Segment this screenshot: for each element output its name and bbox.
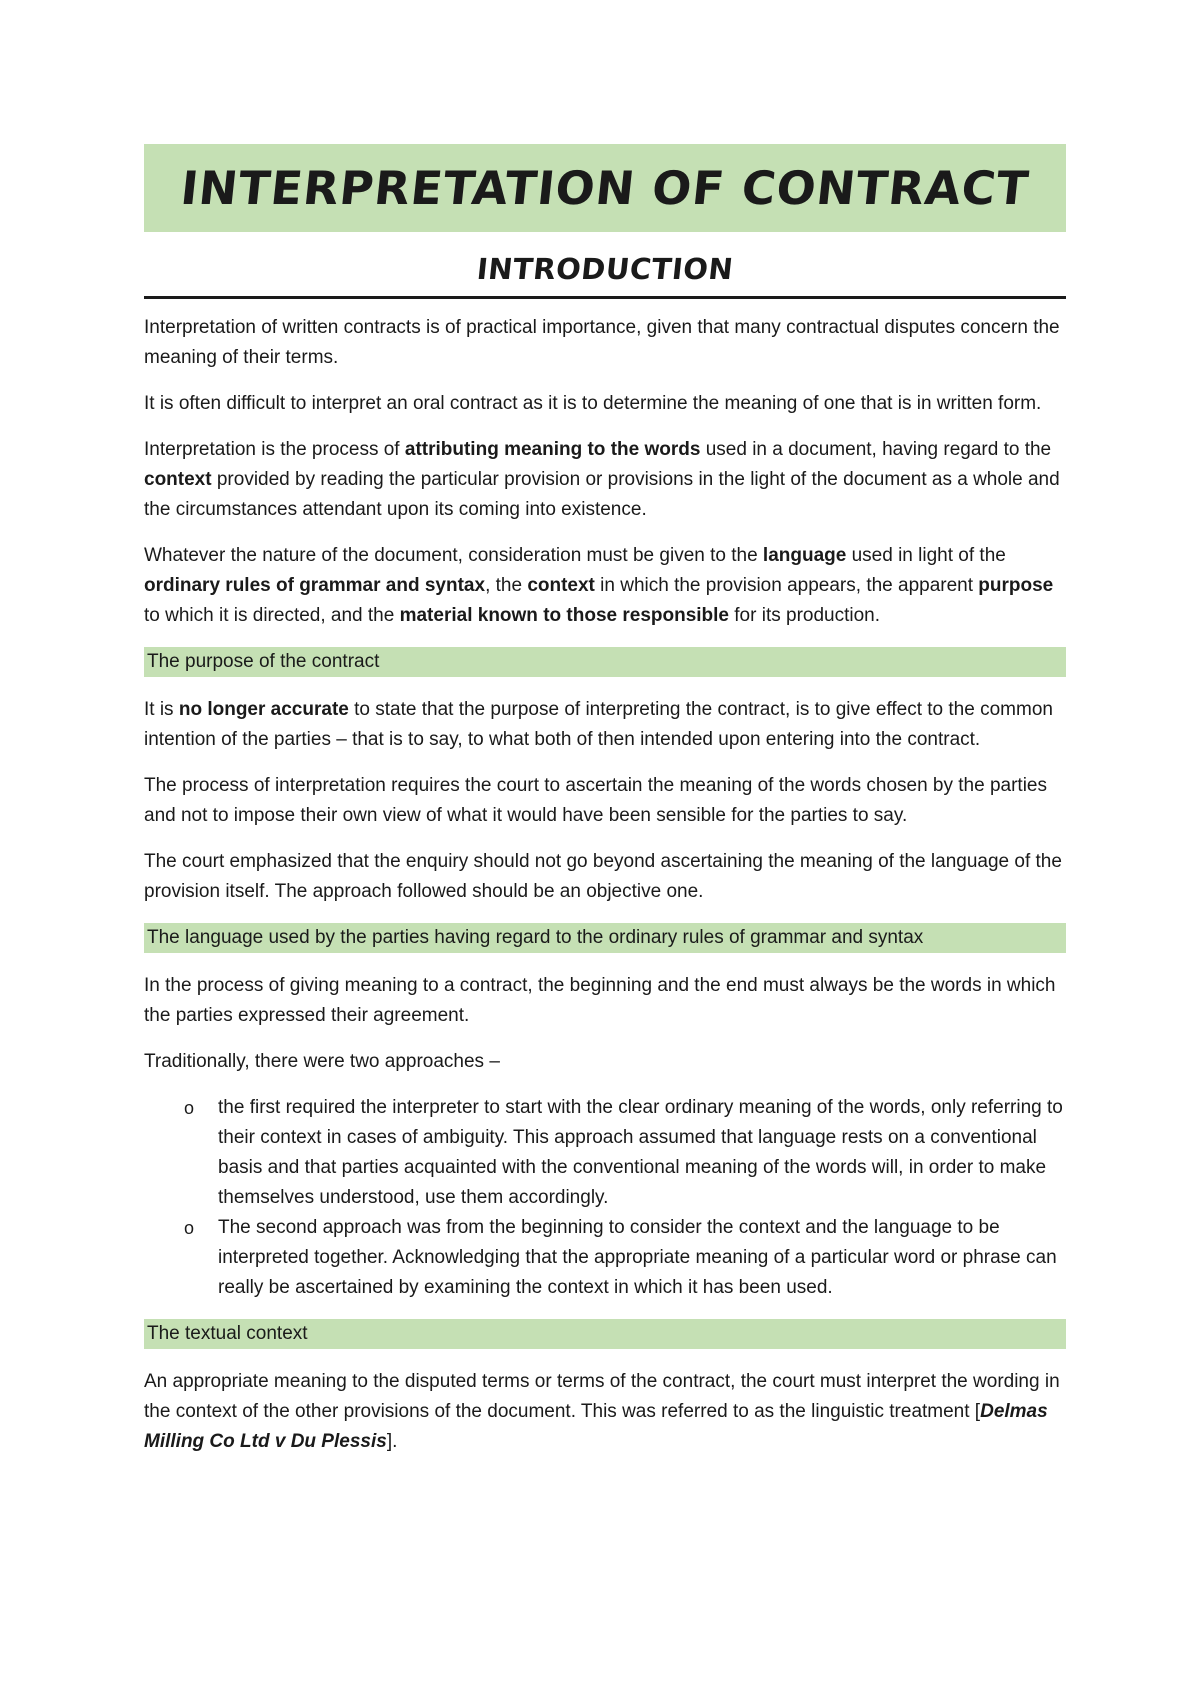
textual-context-paragraph-1: [144, 1367, 1066, 1457]
section-heading-purpose: The purpose of the contract: [144, 647, 1066, 677]
text-run: provided by reading the particular provision or provisions in the light of the document as a whole and the circumstances attendant upon its coming into existence.: [144, 469, 1060, 520]
text-run: An appropriate meaning to the disputed terms or terms of the contract, the court must interpret the wording in the context of the other provisions of the document. This was referred to as the linguistic treatment [: [144, 1371, 1060, 1422]
text-run: Interpretation is the process of: [144, 439, 405, 460]
language-paragraph-2: Traditionally, there were two approaches –: [144, 1051, 500, 1072]
purpose-paragraph-2: The process of interpretation requires the court to ascertain the meaning of the words chosen by the parties and not to impose their own view of what it would have been sensible for the parties to say.: [144, 775, 1048, 826]
bullet-marker: o: [184, 1218, 195, 1238]
text-run: Whatever the nature of the document, consideration must be given to the: [144, 545, 763, 566]
section-heading-textual-context: The textual context: [144, 1319, 1066, 1349]
list-item-text: the first required the interpreter to start with the clear ordinary meaning of the words, only referring to their context in cases of ambiguity. This approach assumed that language rests on a conventional basis and that parties acquainted with the conventional meaning of the words will, in order to make themselves understood, use them accordingly.: [218, 1097, 1063, 1208]
subtitle-banner: [144, 254, 1066, 299]
text-run: for its production.: [729, 605, 881, 626]
bold-term: attributing meaning to the words: [404, 439, 701, 460]
intro-paragraph-2: It is often difficult to interpret an oral contract as it is to determine the meaning of one that is in written form.: [144, 393, 1042, 414]
title-banner: [144, 144, 1066, 232]
text-run: used in light of the: [846, 545, 1006, 566]
text-run: in which the provision appears, the apparent: [594, 575, 979, 596]
bold-term: no longer accurate: [178, 699, 349, 720]
bold-term: purpose: [978, 575, 1054, 596]
list-item-text: The second approach was from the beginning to consider the context and the language to be interpreted together. Acknowledging that the appropriate meaning of a particular word or phrase can really be ascertained by examining the context in which it has been used.: [218, 1217, 1057, 1298]
text-run: to state that the purpose of interpreting the contract, is to give effect to the common intention of the parties – that is to say, to what both of then intended upon entering into the contract.: [144, 699, 1053, 750]
document-page: [144, 144, 1066, 1473]
bold-term: material known to those responsible: [399, 605, 729, 626]
language-paragraph-1: In the process of giving meaning to a contract, the beginning and the end must always be the words in which the parties expressed their agreement.: [144, 975, 1056, 1026]
section-heading-language: The language used by the parties having regard to the ordinary rules of grammar and syntax: [144, 923, 1066, 953]
text-run: used in a document, having regard to the: [700, 439, 1052, 460]
intro-paragraph-4: [144, 541, 1066, 631]
text-run: It is: [144, 699, 179, 720]
bold-term: ordinary rules of grammar and syntax: [144, 575, 486, 596]
intro-paragraph-3: [144, 435, 1066, 525]
document-title: INTERPRETATION OF CONTRACT: [178, 161, 1032, 215]
case-citation: Delmas Milling Co Ltd v Du Plessis: [144, 1401, 1048, 1452]
text-run: , the: [485, 575, 528, 596]
approaches-list: [144, 1093, 1066, 1303]
bold-term: context: [144, 469, 212, 490]
intro-paragraph-1: Interpretation of written contracts is of practical importance, given that many contractual disputes concern the meaning of their terms.: [144, 317, 1060, 368]
purpose-paragraph-1: [144, 695, 1066, 755]
list-item: [144, 1213, 1066, 1303]
list-item: [144, 1093, 1066, 1213]
section-title-introduction: INTRODUCTION: [475, 252, 735, 286]
bold-term: context: [527, 575, 595, 596]
bullet-marker: o: [184, 1098, 195, 1118]
bold-term: language: [762, 545, 847, 566]
purpose-paragraph-3: The court emphasized that the enquiry should not go beyond ascertaining the meaning of the language of the provision itself. The approach followed should be an objective one.: [144, 851, 1062, 902]
text-run: to which it is directed, and the: [144, 605, 400, 626]
text-run: ].: [386, 1431, 398, 1452]
